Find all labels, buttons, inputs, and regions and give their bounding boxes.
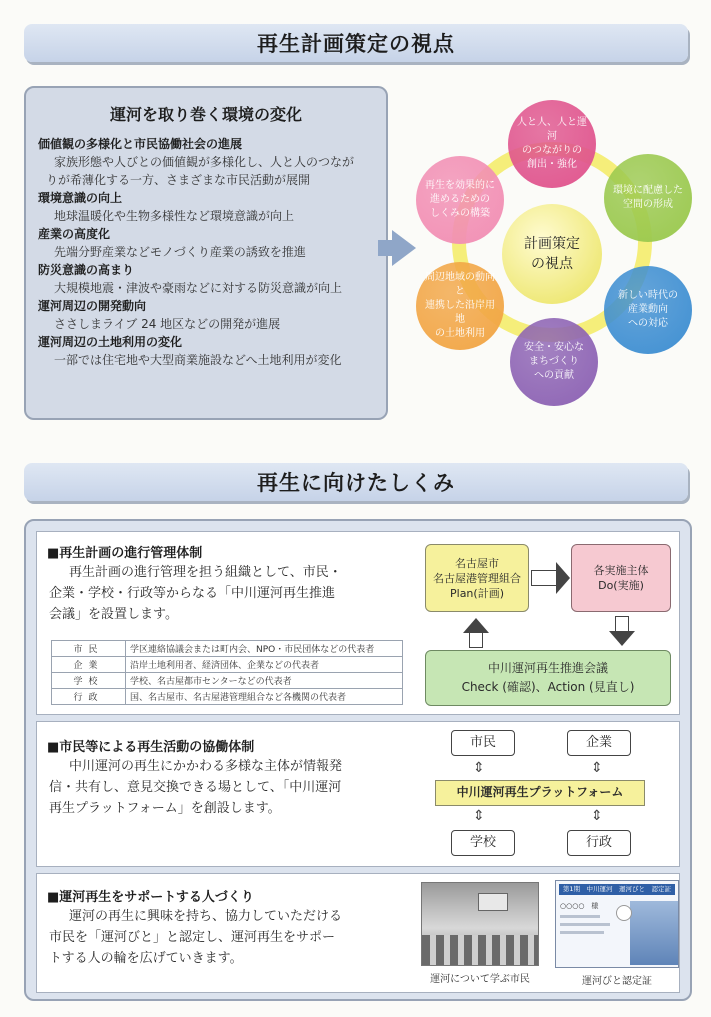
viewpoint-line: 進めるための [430, 194, 490, 205]
env-heading: 運河周辺の開発動向 [38, 299, 147, 313]
table-cell-desc: 沿岸土地利用者、経済団体、企業などの代表者 [126, 657, 403, 673]
support-body [49, 906, 421, 969]
viewpoint-line: 新しい時代の [618, 290, 678, 301]
members-table [51, 640, 403, 705]
section-title-mechanism: 再生に向けたしくみ [24, 463, 688, 501]
table-cell-desc: 学区連絡協議会または町内会、NPO・市民団体などの代表者 [126, 641, 403, 657]
env-desc: 家族形態や人びとの価値観が多様化し、人と人のつなが [54, 155, 355, 169]
viewpoint-line: 産業動向 [628, 304, 668, 315]
platform-box: 中川運河再生プラットフォーム [435, 780, 645, 806]
env-item [38, 189, 374, 225]
body-line: 信・共有し、意見交換できる場として、「中川運河 [49, 780, 342, 795]
body-line: トする人の輪を広げていきます。 [49, 951, 243, 966]
table-row [52, 641, 403, 657]
table-row [52, 673, 403, 689]
viewpoint-line: のつながりの [522, 145, 582, 156]
env-heading: 産業の高度化 [38, 227, 111, 241]
table-row [52, 689, 403, 705]
node-companies: 企業 [567, 730, 631, 756]
body-line: 再生プラットフォーム」を創設します。 [49, 801, 281, 816]
do-box [571, 544, 671, 612]
table-cell-role: 市民 [52, 641, 126, 657]
env-item [38, 225, 374, 261]
management-section [36, 531, 680, 715]
down-arrow-icon [609, 631, 635, 646]
viewpoint-mechanism [416, 156, 504, 244]
table-cell-role: 企業 [52, 657, 126, 673]
viewpoint-line: 安全・安心な [524, 342, 584, 353]
environment-title: 運河を取り巻く環境の変化 [109, 105, 302, 124]
cert-line [560, 923, 610, 926]
table-row [52, 657, 403, 673]
mascot-icon [616, 905, 632, 921]
env-desc: 地球温暖化や生物多様性など環境意識が向上 [54, 209, 295, 223]
viewpoint-line: への対応 [628, 318, 668, 329]
arrow-shaft [531, 570, 559, 586]
support-section [36, 873, 680, 993]
cert-line [560, 931, 604, 934]
viewpoint-line: への貢献 [534, 370, 574, 381]
council-line: 中川運河再生推進会議 [487, 661, 608, 675]
plan-line: 名古屋港管理組合 [433, 571, 521, 585]
section-title-viewpoints: 再生計画策定の視点 [24, 24, 688, 62]
viewpoint-line: 周辺地域の動向と [425, 272, 495, 297]
env-item [38, 261, 374, 297]
council-line: Check (確認)、Action (見直し) [461, 680, 635, 694]
double-arrow-icon: ⇕ [591, 808, 603, 824]
env-desc: りが希薄化する一方、さまざまな市民活動が展開 [46, 173, 311, 187]
environment-box [24, 86, 388, 420]
cooperation-heading: ■市民等による再生活動の協働体制 [47, 740, 255, 755]
management-body [49, 562, 421, 625]
projector-screen [478, 893, 508, 911]
cert-line [560, 915, 600, 918]
env-desc: 先端分野産業などモノづくり産業の誘致を推進 [54, 245, 306, 259]
env-desc: 一部では住宅地や大型商業施設などへ土地利用が変化 [54, 353, 342, 367]
center-line: の視点 [531, 256, 573, 272]
council-box [425, 650, 671, 706]
viewpoint-connection [508, 100, 596, 188]
viewpoint-line: 人と人、人と運河 [517, 117, 587, 142]
env-heading: 環境意識の向上 [38, 191, 123, 205]
env-heading: 防災意識の高まり [38, 263, 135, 277]
env-desc: 大規模地震・津波や豪雨などに対する防災意識が向上 [54, 281, 343, 295]
body-line: 市民を「運河びと」と認定し、運河再生をサポー [49, 930, 336, 945]
table-cell-role: 学校 [52, 673, 126, 689]
node-citizens: 市民 [451, 730, 515, 756]
management-heading: ■再生計画の進行管理体制 [47, 546, 203, 561]
env-heading: 運河周辺の土地利用の変化 [38, 335, 183, 349]
cert-title: 第1期 中川運河 運河びと 認定証 [559, 884, 675, 895]
cooperation-section [36, 721, 680, 867]
up-arrow-icon [463, 618, 489, 633]
arrow-shaft [615, 616, 629, 632]
double-arrow-icon: ⇕ [591, 760, 603, 776]
table-cell-desc: 学校、名古屋都市センターなどの代表者 [126, 673, 403, 689]
cooperation-body [49, 756, 421, 819]
viewpoint-line: 再生を効果的に [425, 180, 495, 191]
support-heading: ■運河再生をサポートする人づくり [47, 890, 254, 905]
body-line: 再生計画の進行管理を担う組織として、市民・ [69, 565, 342, 580]
viewpoint-line: 環境に配慮した [613, 185, 683, 196]
viewpoints-center [502, 204, 602, 304]
body-line: 企業・学校・行政等からなる「中川運河再生推進 [49, 586, 336, 601]
viewpoint-line: 連携した沿岸用地 [425, 300, 495, 325]
double-arrow-icon: ⇕ [473, 808, 485, 824]
photo-caption: 運河について学ぶ市民 [430, 974, 530, 985]
body-line: 運河の再生に興味を持ち、協力していただける [69, 909, 343, 924]
viewpoint-line: の土地利用 [435, 328, 485, 339]
env-desc: ささしまライブ 24 地区などの開発が進展 [54, 317, 281, 331]
viewpoint-landuse [416, 262, 504, 350]
right-arrow-icon [556, 562, 570, 594]
viewpoint-industry [604, 266, 692, 354]
arrow-shaft [469, 632, 483, 648]
env-item [38, 333, 374, 369]
do-line: 各実施主体 [593, 564, 649, 577]
center-line: 計画策定 [524, 236, 580, 252]
cert-name: ○○○○ 様 [560, 902, 599, 910]
viewpoint-line: 空間の形成 [623, 199, 673, 210]
do-line: Do(実施) [598, 579, 644, 592]
node-government: 行政 [567, 830, 631, 856]
table-cell-desc: 国、名古屋市、名古屋港管理組合など各機関の代表者 [126, 689, 403, 705]
body-line: 会議」を設置します。 [49, 607, 178, 622]
viewpoint-line: まちづくり [529, 356, 579, 367]
body-line: 中川運河の再生にかかわる多様な主体が情報発 [69, 759, 343, 774]
env-heading: 価値観の多様化と市民協働社会の進展 [38, 137, 243, 151]
viewpoint-line: 創出・強化 [527, 159, 577, 170]
plan-line: Plan(計画) [450, 586, 504, 600]
seminar-photo [421, 882, 539, 966]
viewpoints-diagram [412, 96, 692, 412]
cert-canal-photo [630, 901, 678, 965]
viewpoint-environment [604, 154, 692, 242]
certificate-image [555, 880, 679, 968]
viewpoint-safety [510, 318, 598, 406]
cert-caption: 運河びと認定証 [582, 976, 652, 987]
double-arrow-icon: ⇕ [473, 760, 485, 776]
mechanism-box [24, 519, 692, 1001]
viewpoint-line: しくみの構築 [430, 208, 490, 219]
env-item [38, 297, 374, 333]
node-schools: 学校 [451, 830, 515, 856]
audience [422, 935, 539, 966]
env-item [38, 135, 374, 189]
plan-line: 名古屋市 [455, 556, 499, 570]
plan-box [425, 544, 529, 612]
table-cell-role: 行政 [52, 689, 126, 705]
